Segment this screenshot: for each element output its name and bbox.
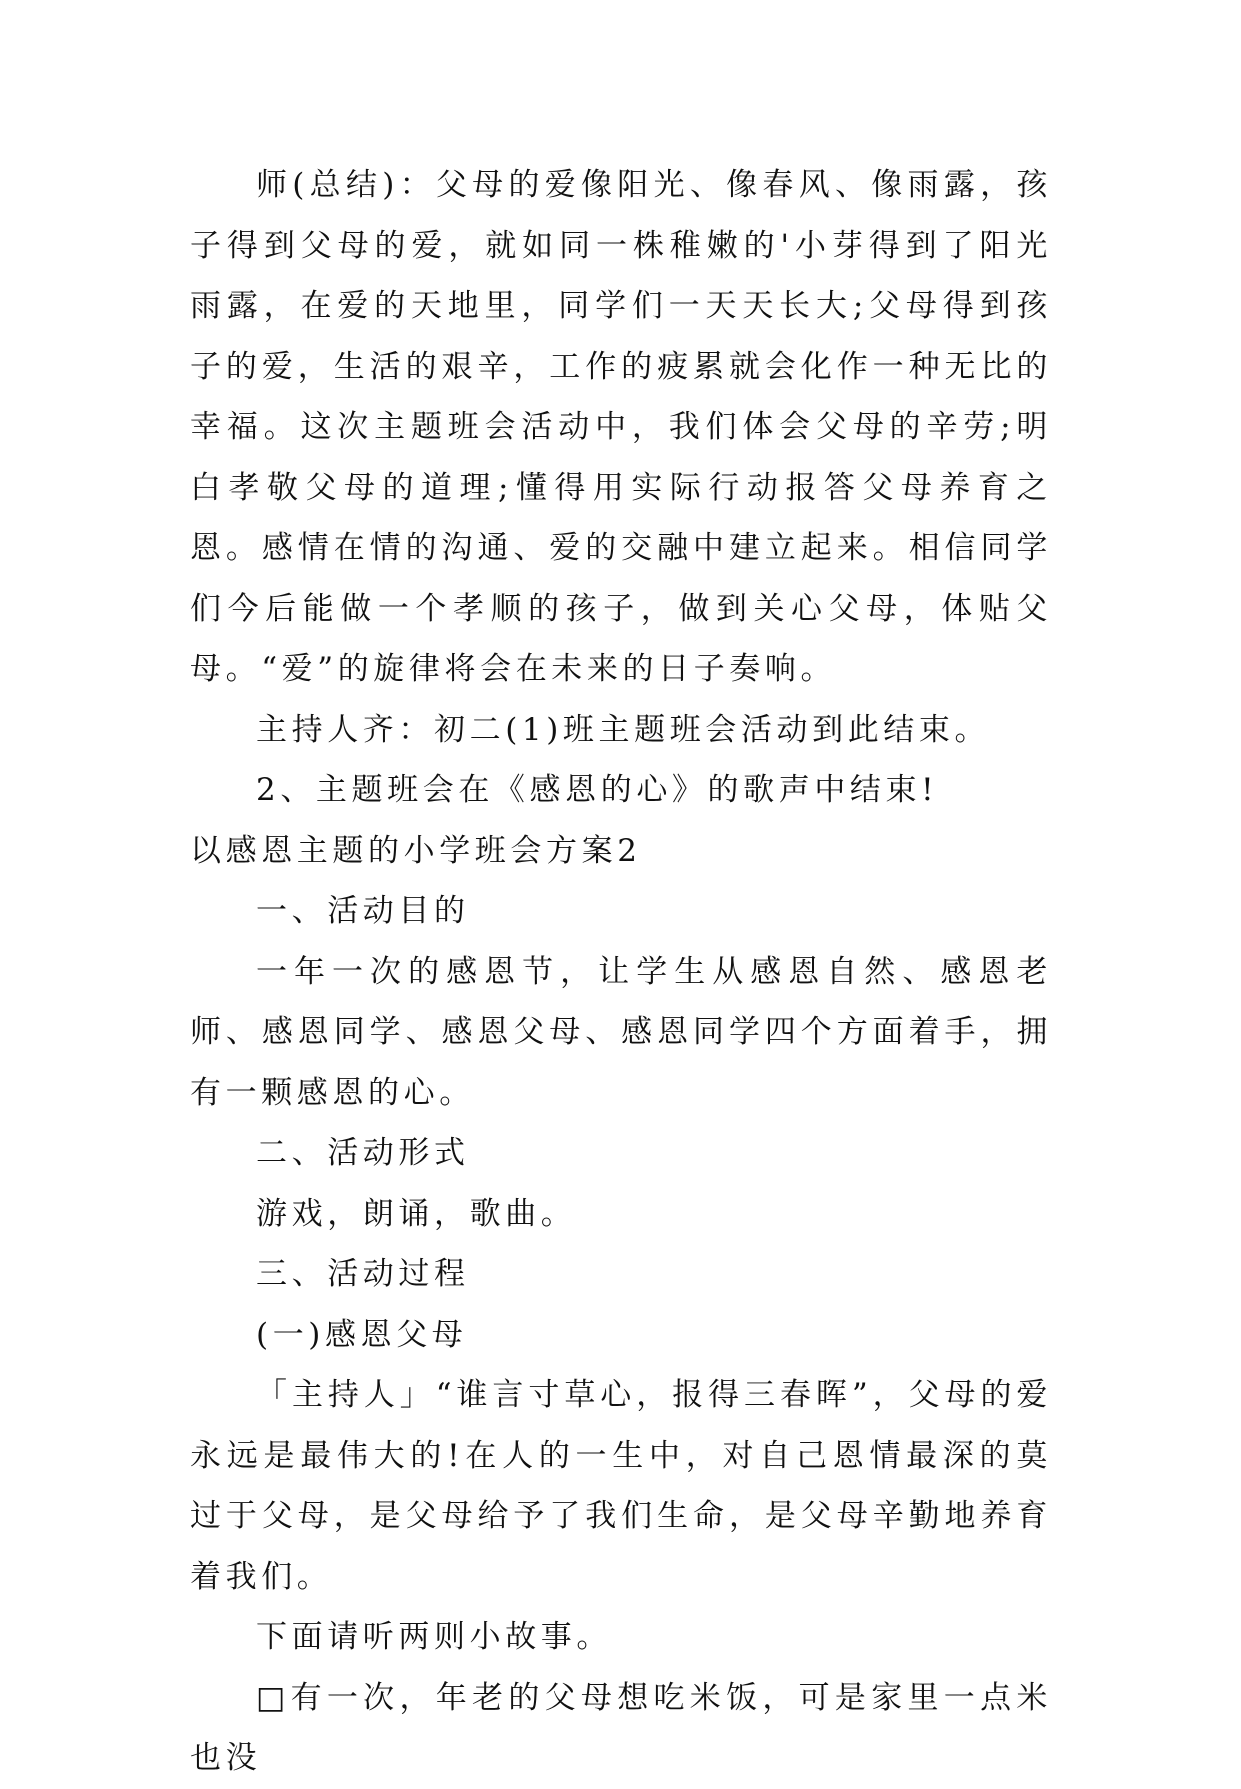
paragraph-activity-form: 游戏，朗诵，歌曲。	[256, 1195, 577, 1232]
heading-activity-process: 三、活动过程	[256, 1256, 470, 1292]
subheading-thank-parents: (一)感恩父母	[256, 1316, 468, 1353]
paragraph-two-stories: 下面请听两则小故事。	[256, 1619, 612, 1655]
paragraph-host-closing: 主持人齐：初二(1)班主题班会活动到此结束。	[256, 711, 991, 748]
heading-activity-form: 二、活动形式	[256, 1135, 470, 1171]
paragraph-story-one: □有一次，年老的父母想吃米饭，可是家里一点米也没	[190, 1679, 1052, 1776]
document-body	[190, 155, 1052, 1789]
section-title-plan-2: 以感恩主题的小学班会方案2	[190, 832, 642, 869]
paragraph-teacher-summary: 师(总结)：父母的爱像阳光、像春风、像雨露，孩子得到父母的爱，就如同一株稚嫩的'小芽得到了阳光雨露，在爱的天地里，同学们一天天长大;父母得到孩子的爱，生活的艰辛，工作的疲累就会化作一种无比的幸福。这次主题班会活动中，我们体会父母的辛劳;明白孝敬父母的道理;懂得用实际行动报答父母养育之恩。感情在情的沟通、爱的交融中建立起来。相信同学们今后能做一个孝顺的孩子，做到关心父母，体贴父母。“爱”的旋律将会在未来的日子奏响。	[190, 167, 1052, 687]
heading-activity-purpose: 一、活动目的	[256, 893, 470, 929]
paragraph-host-parents-love: 「主持人」“谁言寸草心，报得三春晖”，父母的爱永远是最伟大的!在人的一生中，对自己恩情最深的莫过于父母，是父母给予了我们生命，是父母辛勤地养育着我们。	[190, 1377, 1052, 1595]
paragraph-activity-purpose: 一年一次的感恩节，让学生从感恩自然、感恩老师、感恩同学、感恩父母、感恩同学四个方面着手，拥有一颗感恩的心。	[190, 953, 1052, 1111]
paragraph-meeting-end: 2、主题班会在《感恩的心》的歌声中结束!	[256, 772, 939, 808]
